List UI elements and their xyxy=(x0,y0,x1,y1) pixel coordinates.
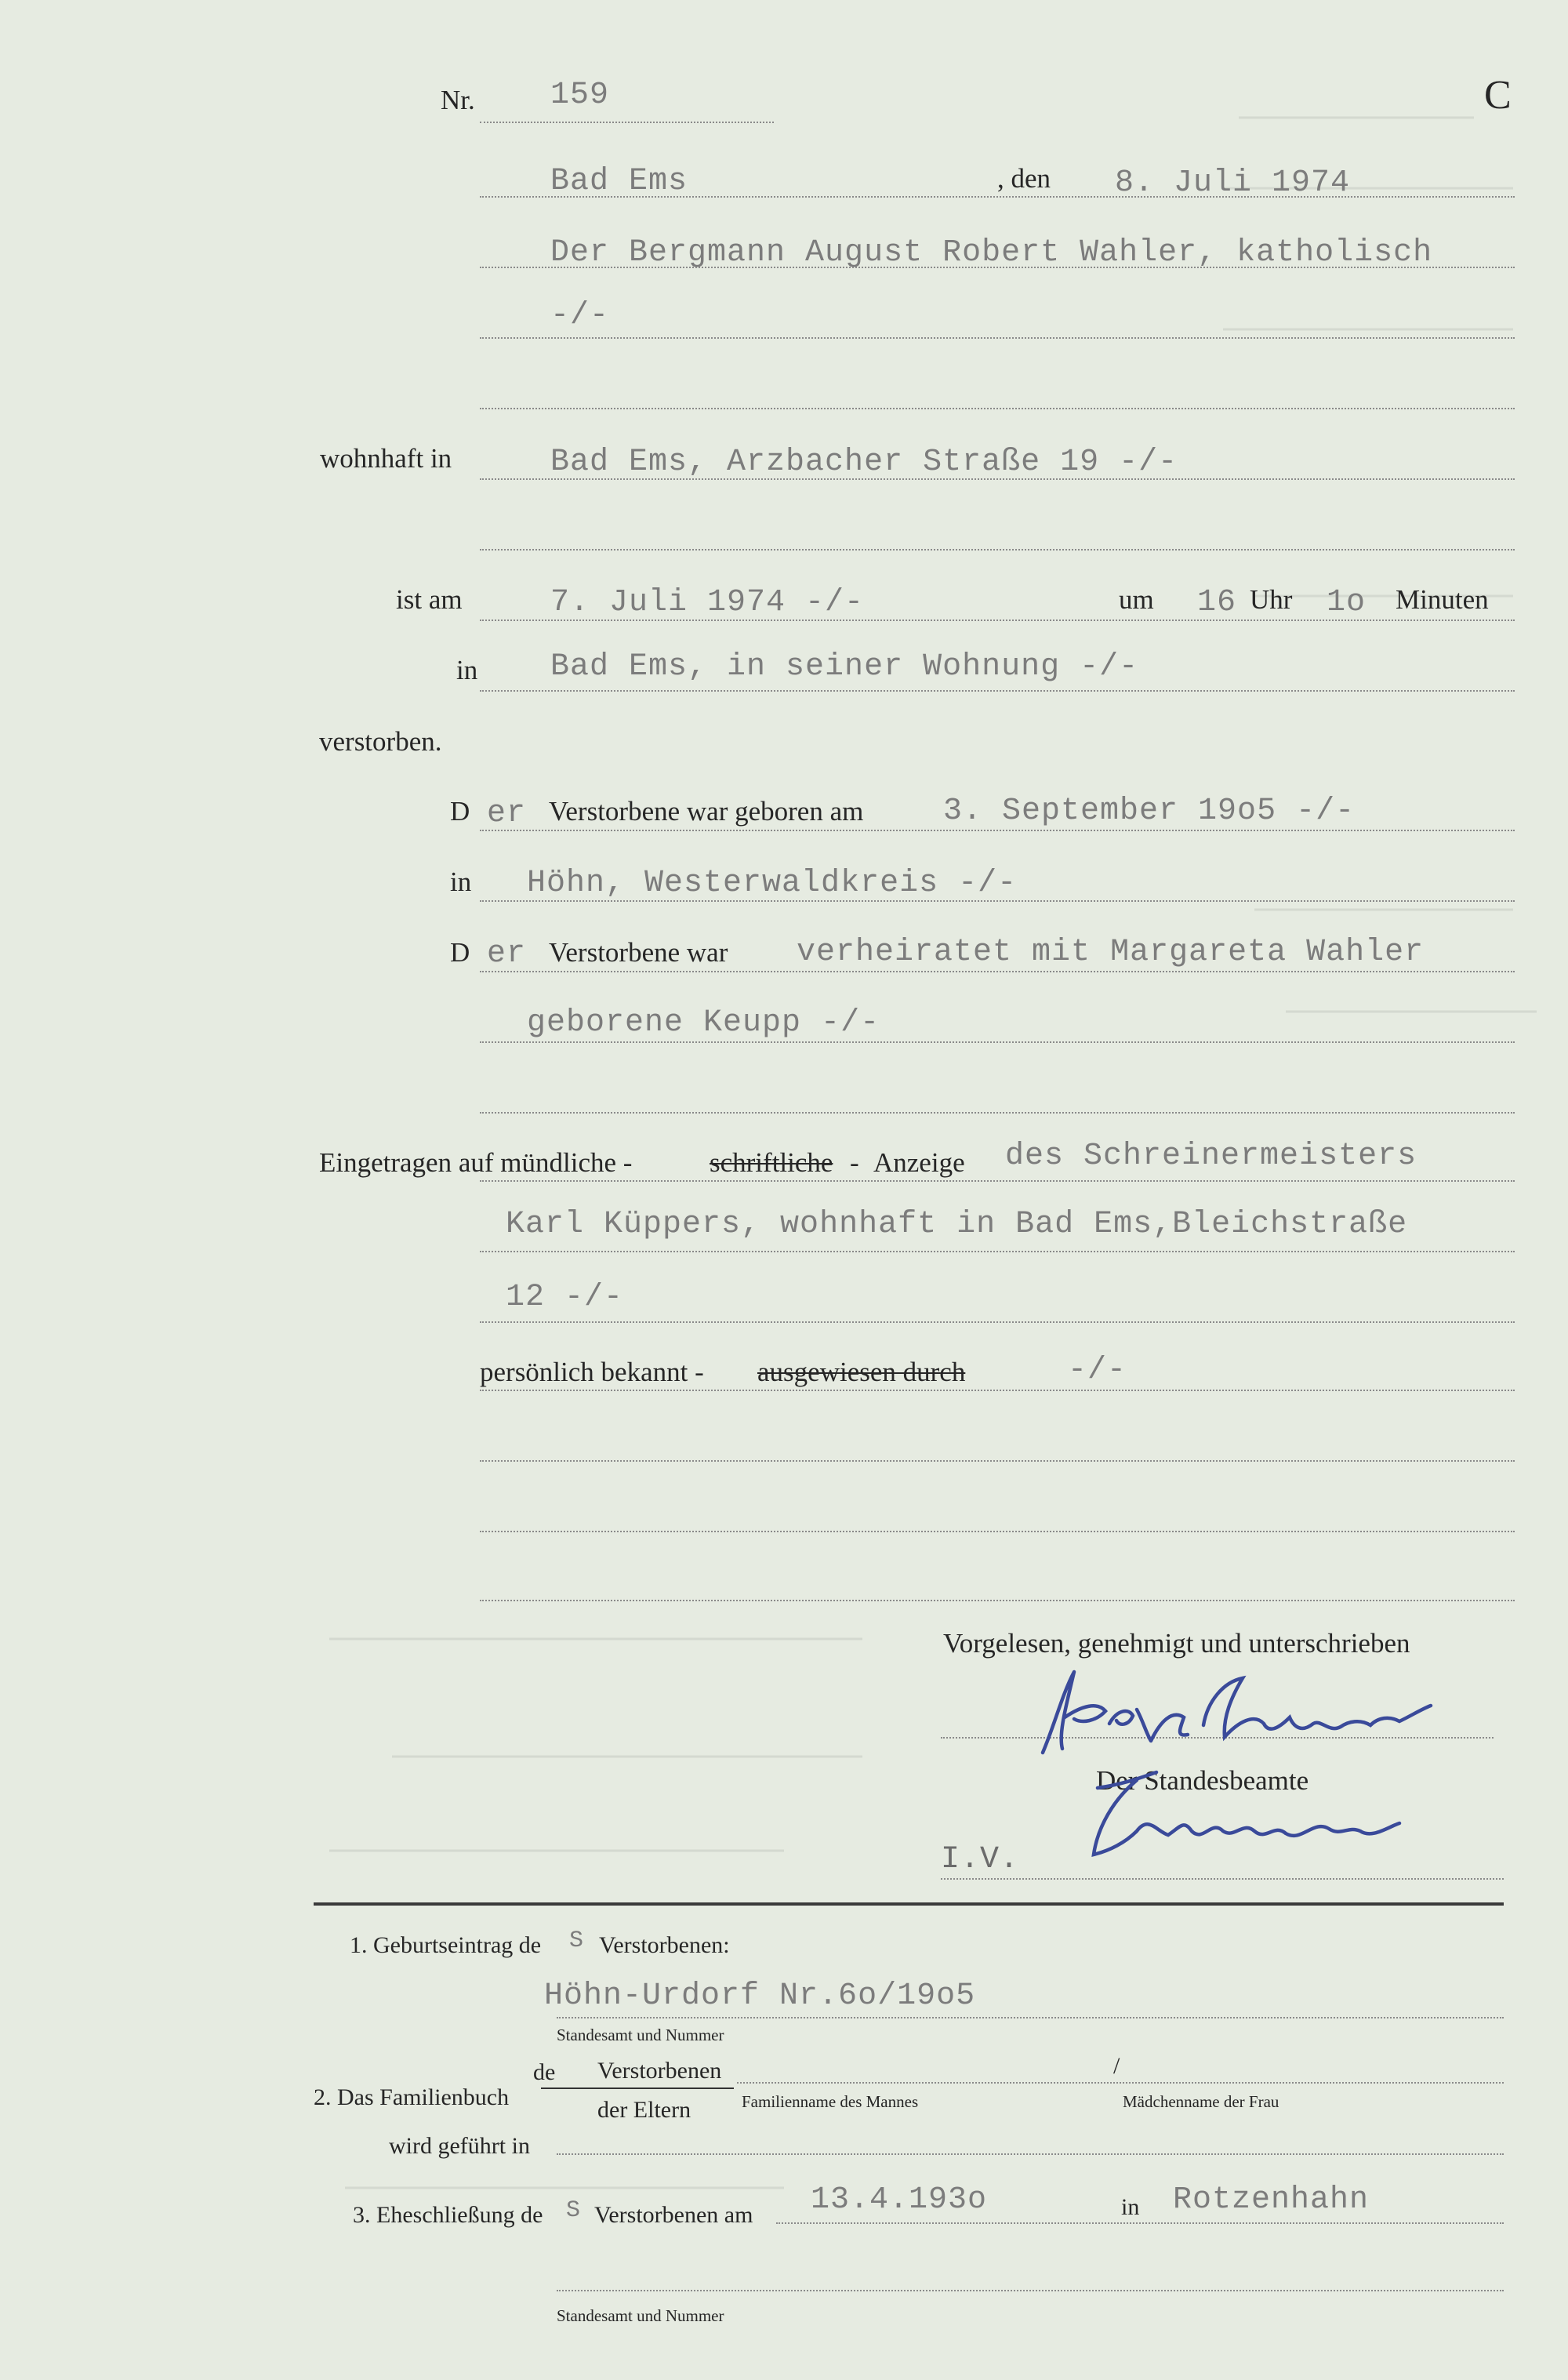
anzeige-label: Anzeige xyxy=(873,1147,965,1178)
informant-line-3: 12 -/- xyxy=(506,1280,624,1315)
ausgewiesen-struck: ausgewiesen durch xyxy=(757,1357,966,1387)
uhr-label: Uhr xyxy=(1250,584,1293,615)
informant-line-3-rule xyxy=(480,1321,1515,1323)
note3-place: Rotzenhahn xyxy=(1173,2182,1370,2218)
eingetragen-label: Eingetragen auf mündliche - xyxy=(319,1147,633,1178)
deceased-line-1: Der Bergmann August Robert Wahler, katholisch xyxy=(550,235,1433,271)
marital-line-1-rule xyxy=(480,971,1515,972)
bekannt-line xyxy=(480,1390,1515,1391)
entry-number-line xyxy=(480,122,774,123)
residence-line xyxy=(480,478,1515,480)
birth-date: 3. September 19o5 -/- xyxy=(943,794,1356,829)
marital-er-suffix: er xyxy=(487,936,527,972)
blank-line-2 xyxy=(480,1531,1515,1532)
verstorben-label: verstorben. xyxy=(319,726,442,757)
death-place: Bad Ems, in seiner Wohnung -/- xyxy=(550,649,1139,685)
marital-line-1: verheiratet mit Margareta Wahler xyxy=(797,935,1425,970)
marital-label: Verstorbene war xyxy=(549,937,728,968)
note1-label: 1. Geburtseintrag de xyxy=(350,1932,542,1958)
note1-label-2: Verstorbenen: xyxy=(599,1932,730,1958)
note2-eltern: der Eltern xyxy=(597,2097,691,2123)
official-signature xyxy=(1051,1757,1427,1874)
note3-sub: Standesamt und Nummer xyxy=(557,2306,724,2325)
standesbeamte-label: Der Standesbeamte xyxy=(1096,1765,1309,1796)
note3-s: S xyxy=(566,2197,582,2224)
informant-line-1-rule xyxy=(480,1180,1515,1182)
wohnhaft-label: wohnhaft in xyxy=(320,443,452,474)
bekannt-label: persönlich bekannt - xyxy=(480,1357,704,1387)
marital-line-2-rule xyxy=(480,1041,1515,1043)
registration-date: 8. Juli 1974 xyxy=(1115,165,1351,201)
marital-line-3-rule xyxy=(480,1112,1515,1114)
note2-frau-sub: Mädchenname der Frau xyxy=(1123,2092,1279,2111)
note1-s: S xyxy=(569,1928,585,1954)
deceased-line-2: -/- xyxy=(550,298,610,333)
blank-line-1 xyxy=(480,1460,1515,1462)
note2-line xyxy=(737,2082,1504,2084)
informant-line-2: Karl Küppers, wohnhaft in Bad Ems,Bleichstraße xyxy=(506,1207,1408,1242)
deceased-line-2-rule xyxy=(480,337,1515,339)
note2-de: de xyxy=(533,2059,556,2085)
birth-geboren-label: Verstorbene war geboren am xyxy=(549,796,864,827)
death-date-line xyxy=(480,620,1515,621)
place-of-registration: Bad Ems xyxy=(550,164,688,199)
note2-mann-sub: Familienname des Mannes xyxy=(742,2092,919,2111)
birth-er-suffix: er xyxy=(487,796,527,831)
place-date-line xyxy=(480,196,1515,198)
schriftliche-struck: schriftliche xyxy=(710,1147,833,1178)
death-place-line xyxy=(480,690,1515,692)
note2-gefuehrt-line xyxy=(557,2153,1504,2155)
entry-number: 159 xyxy=(550,78,610,113)
death-date: 7. Juli 1974 -/- xyxy=(550,585,865,620)
note2-slash: / xyxy=(1113,2053,1120,2079)
corner-letter: C xyxy=(1484,73,1512,118)
note3-line-2 xyxy=(557,2290,1504,2291)
note3-date: 13.4.193o xyxy=(811,2182,988,2218)
bekannt-value: -/- xyxy=(1068,1353,1127,1388)
marital-d-prefix: D xyxy=(450,937,470,968)
ist-am-label: ist am xyxy=(396,584,463,615)
death-hour: 16 xyxy=(1197,585,1237,620)
note2-label: 2. Das Familienbuch xyxy=(314,2084,510,2110)
vorgelesen-label: Vorgelesen, genehmigt und unterschrieben xyxy=(943,1628,1410,1659)
deceased-line-3-rule xyxy=(480,408,1515,409)
note1-sub: Standesamt und Nummer xyxy=(557,2026,724,2044)
note3-line xyxy=(776,2222,1504,2224)
note1-line xyxy=(557,2017,1504,2018)
informant-line-2-rule xyxy=(480,1251,1515,1252)
note3-label-2: Verstorbenen am xyxy=(594,2202,753,2228)
death-minute: 1o xyxy=(1327,585,1367,620)
note2-gefuehrt: wird geführt in xyxy=(389,2133,530,2159)
note1-value: Höhn-Urdorf Nr.6o/19o5 xyxy=(544,1978,976,2014)
note2-verstorbenen: Verstorbenen xyxy=(597,2058,722,2084)
um-label: um xyxy=(1119,584,1154,615)
marital-line-2: geborene Keupp -/- xyxy=(527,1005,880,1041)
den-label: , den xyxy=(997,163,1051,194)
anzeige-dash: - xyxy=(850,1147,859,1178)
birth-place-line xyxy=(480,900,1515,902)
death-in-label: in xyxy=(456,655,478,685)
iv-label: I.V. xyxy=(941,1842,1020,1877)
residence-value: Bad Ems, Arzbacher Straße 19 -/- xyxy=(550,445,1178,480)
birth-date-line xyxy=(480,830,1515,831)
note3-label: 3. Eheschließung de xyxy=(353,2202,543,2228)
residence-line-2 xyxy=(480,549,1515,550)
minuten-label: Minuten xyxy=(1396,584,1489,615)
deceased-line-1-rule xyxy=(480,267,1515,268)
birth-d-prefix: D xyxy=(450,796,470,827)
blank-line-3 xyxy=(480,1600,1515,1601)
nr-label: Nr. xyxy=(441,85,475,115)
note2-choice-rule xyxy=(541,2087,734,2089)
official-signature-line xyxy=(941,1878,1504,1880)
birth-in-label: in xyxy=(450,867,472,897)
birth-place: Höhn, Westerwaldkreis -/- xyxy=(527,866,1018,901)
note3-in: in xyxy=(1121,2194,1140,2220)
section-separator xyxy=(314,1902,1504,1906)
informant-signature xyxy=(1019,1662,1443,1764)
informant-line-1: des Schreinermeisters xyxy=(1005,1139,1417,1174)
